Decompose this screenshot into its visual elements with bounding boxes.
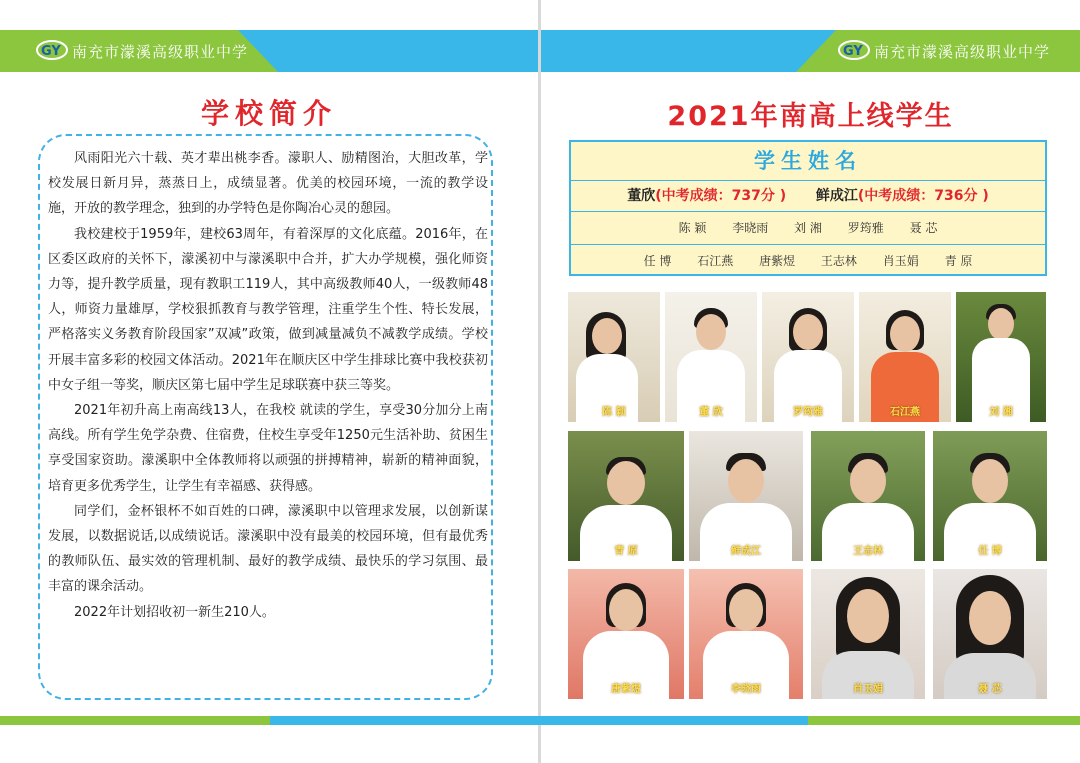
- student-name: 聂 芯: [909, 221, 938, 235]
- school-logo-icon: [838, 39, 870, 61]
- photo-caption: 李晓雨: [731, 684, 761, 695]
- student-photo: [568, 569, 684, 699]
- school-logo-icon: [36, 39, 68, 61]
- student-photo: [665, 292, 757, 422]
- student-name: 唐紫煜: [759, 254, 796, 268]
- top-student-score: (中考成绩：737分 ): [655, 188, 787, 204]
- svg-text:GY: GY: [41, 44, 61, 59]
- photo-caption: 罗筠雅: [793, 407, 823, 418]
- right-header-band: [541, 30, 1080, 72]
- bottom-band-green: [808, 716, 1080, 725]
- student-name: 刘 湘: [794, 221, 822, 235]
- top-student-score: (中考成绩：736分 ): [857, 188, 989, 204]
- student-photo: [933, 569, 1047, 699]
- photo-caption: 董 欣: [699, 407, 723, 418]
- intro-text: [48, 146, 488, 625]
- student-photo: [568, 431, 684, 561]
- school-name: 南充市濛溪高级职业中学: [874, 43, 1051, 61]
- photo-caption: 刘 湘: [989, 407, 1013, 418]
- bottom-band-green: [0, 716, 270, 725]
- intro-paragraph: 风雨阳光六十载、英才辈出桃李香。濛职人、励精图治，大胆改革，学校发展日新月异，蒸蒸日上，成绩显著。优美的校园环境，一流的教学设施，开放的教学理念，独到的办学特色是你陶冶心灵的憩园。: [48, 151, 488, 217]
- intro-paragraph: 我校建校于1959年，建校63周年，有着深厚的文化底蕴。2016年，在区委区政府的关怀下，濛溪初中与濛溪职中合并，扩大办学规模，强化师资力等，提升教学质量，现有教职工119人，其中高级教师40人，一级教师48人，师资力量雄厚，学校狠抓教育与教学管理，注重学生个性、特长发展，严格落实义务教育阶段国家”双减”政策，做到减量减负不减教学成绩。学校开展丰富多彩的校园文体活动。2021年在顺庆区中学生排球比赛中我校获初中女子组一等奖，顺庆区第七届中学生足球联赛中获三等奖。: [48, 226, 488, 393]
- names-row-1: [571, 212, 1045, 245]
- student-name: 王志林: [820, 254, 857, 268]
- photo-caption: 任 博: [978, 546, 1002, 557]
- school-name: 南充市濛溪高级职业中学: [72, 43, 249, 61]
- photo-caption: 肖玉娟: [853, 684, 883, 695]
- student-photo: [811, 569, 925, 699]
- intro-paragraph: 2021年初升高上南高线13人，在我校 就读的学生，享受30分加分上南高线。所有学生免学杂费、住宿费，住校生享受年1250元生活补助、贫困生享受国家资助。濛溪职中全体教师将以顽强的拼搏精神，崭新的精神面貌，培育更多优秀学生，让学生有幸福感、获得感。: [48, 403, 488, 494]
- student-name: 青 原: [944, 254, 973, 268]
- students-title: 2021年南高上线学生: [667, 101, 954, 132]
- photo-caption: 唐紫煜: [611, 684, 641, 695]
- student-name: 陈 颖: [678, 221, 707, 235]
- photo-caption: 陈 颖: [602, 407, 626, 418]
- intro-paragraph: 同学们，金杯银杯不如百姓的口碑，濛溪职中以管理求发展，以创新谋发展，以数据说话,以成绩说话。濛溪职中没有最美的校园环境，但有最优秀的教师队伍、最实效的管理机制、最好的教学成绩、最快乐的学习氛围、最丰富的课余活动。: [48, 503, 488, 595]
- names-heading: 学生姓名: [571, 142, 1045, 181]
- student-photo: [568, 292, 660, 422]
- student-name: 罗筠雅: [847, 221, 884, 235]
- student-name: 李晓雨: [732, 221, 769, 235]
- svg-text:GY: GY: [843, 44, 863, 59]
- student-photo: [762, 292, 854, 422]
- student-photo: [689, 431, 803, 561]
- student-photo: [956, 292, 1046, 422]
- photo-caption: 聂 芯: [978, 684, 1002, 695]
- student-name: 肖玉娟: [882, 254, 919, 268]
- intro-title: 学校简介: [200, 97, 337, 130]
- intro-paragraph: 2022年计划招收初一新生210人。: [74, 604, 275, 620]
- student-photo: [933, 431, 1047, 561]
- photo-caption: 鲜成江: [731, 546, 761, 557]
- student-photo: [859, 292, 951, 422]
- student-photo: [689, 569, 803, 699]
- left-header-band: [0, 30, 538, 72]
- student-name: 任 博: [643, 254, 672, 268]
- photo-caption: 青 原: [614, 546, 638, 557]
- names-row-2: [571, 245, 1045, 277]
- top-students-row: [571, 181, 1045, 212]
- photo-caption: 王志林: [853, 546, 883, 557]
- photo-caption: 石江燕: [890, 407, 920, 418]
- top-student-name: 鲜成江: [815, 188, 858, 204]
- student-name: 石江燕: [697, 254, 734, 268]
- bottom-band-blue: [270, 716, 808, 725]
- top-student-name: 董欣: [627, 188, 656, 204]
- student-names-table: [569, 140, 1047, 276]
- student-photo: [811, 431, 925, 561]
